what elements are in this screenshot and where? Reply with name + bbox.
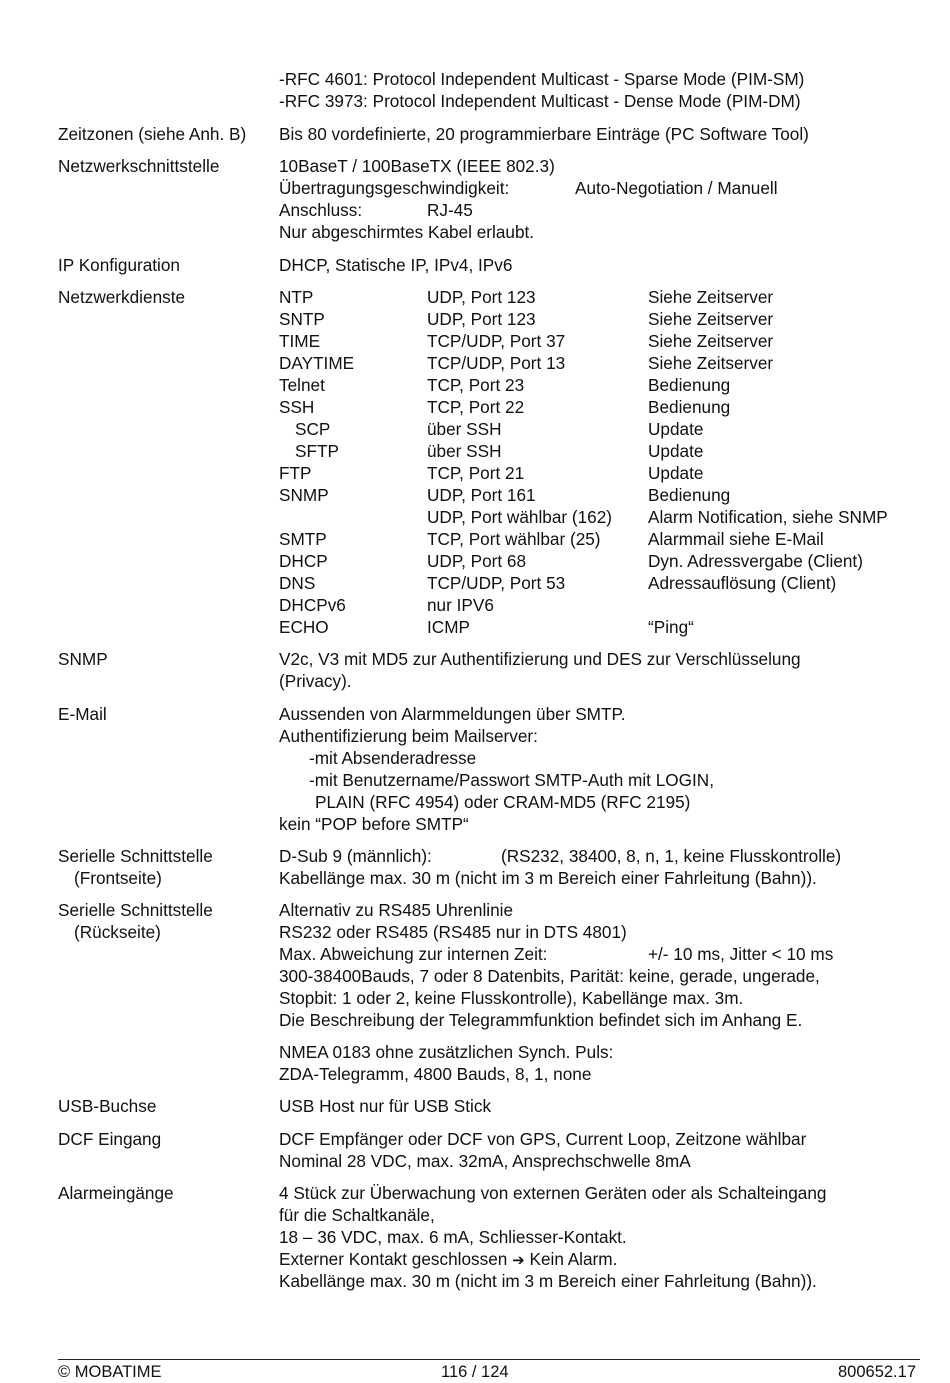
email-line: Aussenden von Alarmmeldungen über SMTP. — [279, 704, 626, 724]
alarm-contact-text: Externer Kontakt geschlossen — [279, 1249, 508, 1269]
service-protocol: TCP, Port 23 — [427, 375, 525, 395]
service-protocol: TCP/UDP, Port 37 — [427, 331, 566, 351]
service-name: DAYTIME — [279, 353, 355, 373]
service-name: NTP — [279, 287, 314, 307]
service-protocol: TCP/UDP, Port 13 — [427, 353, 566, 373]
netzwerkschnittstelle-line: Nur abgeschirmtes Kabel erlaubt. — [279, 222, 535, 242]
speed-label: Übertragungsgeschwindigkeit: — [279, 178, 510, 198]
zeitzonen-label: Zeitzonen (siehe Anh. B) — [58, 124, 247, 144]
service-name: SFTP — [295, 441, 339, 461]
rfc-line: -RFC 4601: Protocol Independent Multicast - Sparse Mode (PIM-SM) — [279, 69, 805, 89]
usb-label: USB-Buchse — [58, 1096, 157, 1116]
service-protocol: über SSH — [427, 419, 502, 439]
service-description: Update — [648, 463, 704, 483]
service-name: FTP — [279, 463, 312, 483]
alarm-line: 18 – 36 VDC, max. 6 mA, Schliesser-Kontakt. — [279, 1227, 627, 1247]
serial-back-line: 300-38400Bauds, 7 oder 8 Datenbits, Parität: keine, gerade, ungerade, — [279, 966, 820, 986]
alarm-line — [279, 1248, 617, 1272]
arrow-right-icon: ➔ — [512, 1252, 525, 1269]
ip-konfiguration-label: IP Konfiguration — [58, 255, 180, 275]
email-line: PLAIN (RFC 4954) oder CRAM-MD5 (RFC 2195) — [315, 792, 691, 812]
service-protocol: UDP, Port 68 — [427, 551, 527, 571]
serial-back-line: Alternativ zu RS485 Uhrenlinie — [279, 900, 514, 920]
serial-back-line: RS232 oder RS485 (RS485 nur in DTS 4801) — [279, 922, 627, 942]
serial-back-label: Serielle Schnittstelle — [58, 900, 213, 920]
service-protocol: TCP/UDP, Port 53 — [427, 573, 566, 593]
alarm-line: 4 Stück zur Überwachung von externen Geräten oder als Schalteingang — [279, 1183, 827, 1203]
nmea-line: NMEA 0183 ohne zusätzlichen Synch. Puls: — [279, 1042, 614, 1062]
footer-page-number: 116 / 124 — [441, 1363, 509, 1381]
service-protocol: nur IPV6 — [427, 595, 494, 615]
email-line: Authentifizierung beim Mailserver: — [279, 726, 538, 746]
service-name: DNS — [279, 573, 316, 593]
service-name: SCP — [295, 419, 331, 439]
email-line: kein “POP before SMTP“ — [279, 814, 469, 834]
serial-front-line: Kabellänge max. 30 m (nicht im 3 m Bereich einer Fahrleitung (Bahn)). — [279, 868, 817, 888]
service-description: Siehe Zeitserver — [648, 309, 774, 329]
alarm-line: Kabellänge max. 30 m (nicht im 3 m Bereich einer Fahrleitung (Bahn)). — [279, 1271, 817, 1291]
serial-front-sublabel: (Frontseite) — [74, 868, 162, 888]
snmp-line: V2c, V3 mit MD5 zur Authentifizierung und DES zur Verschlüsselung — [279, 649, 801, 669]
service-description: Adressauflösung (Client) — [648, 573, 837, 593]
service-description: Alarmmail siehe E-Mail — [648, 529, 824, 549]
snmp-line: (Privacy). — [279, 671, 352, 691]
rfc-line: -RFC 3973: Protocol Independent Multicast - Dense Mode (PIM-DM) — [279, 91, 801, 111]
snmp-label: SNMP — [58, 649, 108, 669]
service-description: Bedienung — [648, 485, 731, 505]
service-protocol: TCP, Port 22 — [427, 397, 525, 417]
dsub-value: (RS232, 38400, 8, n, 1, keine Flusskontrolle) — [501, 846, 842, 866]
service-protocol: UDP, Port 161 — [427, 485, 536, 505]
connector-value: RJ-45 — [427, 200, 473, 220]
alarm-result-text: Kein Alarm. — [529, 1249, 618, 1269]
footer-copyright: © MOBATIME — [58, 1363, 162, 1381]
dcf-line: Nominal 28 VDC, max. 32mA, Ansprechschwelle 8mA — [279, 1151, 691, 1171]
netzwerkschnittstelle-label: Netzwerkschnittstelle — [58, 156, 220, 176]
service-name: Telnet — [279, 375, 325, 395]
service-name: TIME — [279, 331, 321, 351]
email-label: E-Mail — [58, 704, 107, 724]
nmea-line: ZDA-Telegramm, 4800 Bauds, 8, 1, none — [279, 1064, 592, 1084]
serial-back-sublabel: (Rückseite) — [74, 922, 161, 942]
service-name: SNMP — [279, 485, 329, 505]
connector-label: Anschluss: — [279, 200, 363, 220]
service-description: Siehe Zeitserver — [648, 331, 774, 351]
service-protocol: UDP, Port wählbar (162) — [427, 507, 613, 527]
service-description: Update — [648, 419, 704, 439]
service-name: DHCPv6 — [279, 595, 346, 615]
email-line: -mit Absenderadresse — [309, 748, 477, 768]
service-description: Bedienung — [648, 397, 731, 417]
service-name: DHCP — [279, 551, 328, 571]
ip-konfiguration-value: DHCP, Statische IP, IPv4, IPv6 — [279, 255, 513, 275]
netzwerkdienste-label: Netzwerkdienste — [58, 287, 186, 307]
alarm-label: Alarmeingänge — [58, 1183, 174, 1203]
service-protocol: TCP, Port 21 — [427, 463, 525, 483]
service-name: SSH — [279, 397, 315, 417]
service-description: Siehe Zeitserver — [648, 353, 774, 373]
service-name: SNTP — [279, 309, 325, 329]
service-description: “Ping“ — [648, 617, 694, 637]
service-description: Siehe Zeitserver — [648, 287, 774, 307]
dcf-label: DCF Eingang — [58, 1129, 162, 1149]
email-line: -mit Benutzername/Passwort SMTP-Auth mit LOGIN, — [309, 770, 714, 790]
service-protocol: UDP, Port 123 — [427, 309, 536, 329]
usb-value: USB Host nur für USB Stick — [279, 1096, 492, 1116]
deviation-value: +/- 10 ms, Jitter < 10 ms — [648, 944, 834, 964]
service-name: ECHO — [279, 617, 329, 637]
service-protocol: UDP, Port 123 — [427, 287, 536, 307]
alarm-line: für die Schaltkanäle, — [279, 1205, 435, 1225]
serial-front-label: Serielle Schnittstelle — [58, 846, 213, 866]
dcf-line: DCF Empfänger oder DCF von GPS, Current Loop, Zeitzone wählbar — [279, 1129, 807, 1149]
netzwerkschnittstelle-line: 10BaseT / 100BaseTX (IEEE 802.3) — [279, 156, 555, 176]
service-description: Bedienung — [648, 375, 731, 395]
service-name: SMTP — [279, 529, 327, 549]
deviation-label: Max. Abweichung zur internen Zeit: — [279, 944, 548, 964]
footer-divider — [58, 1359, 920, 1360]
service-description: Dyn. Adressvergabe (Client) — [648, 551, 863, 571]
service-protocol: über SSH — [427, 441, 502, 461]
serial-back-line: Die Beschreibung der Telegrammfunktion befindet sich im Anhang E. — [279, 1010, 803, 1030]
speed-value: Auto-Negotiation / Manuell — [575, 178, 778, 198]
serial-back-line: Stopbit: 1 oder 2, keine Flusskontrolle), Kabellänge max. 3m. — [279, 988, 744, 1008]
dsub-label: D-Sub 9 (männlich): — [279, 846, 432, 866]
service-protocol: ICMP — [427, 617, 470, 637]
service-description: Alarm Notification, siehe SNMP — [648, 507, 888, 527]
footer-document-number: 800652.17 — [838, 1363, 916, 1381]
zeitzonen-value: Bis 80 vordefinierte, 20 programmierbare Einträge (PC Software Tool) — [279, 124, 809, 144]
service-protocol: TCP, Port wählbar (25) — [427, 529, 601, 549]
service-description: Update — [648, 441, 704, 461]
